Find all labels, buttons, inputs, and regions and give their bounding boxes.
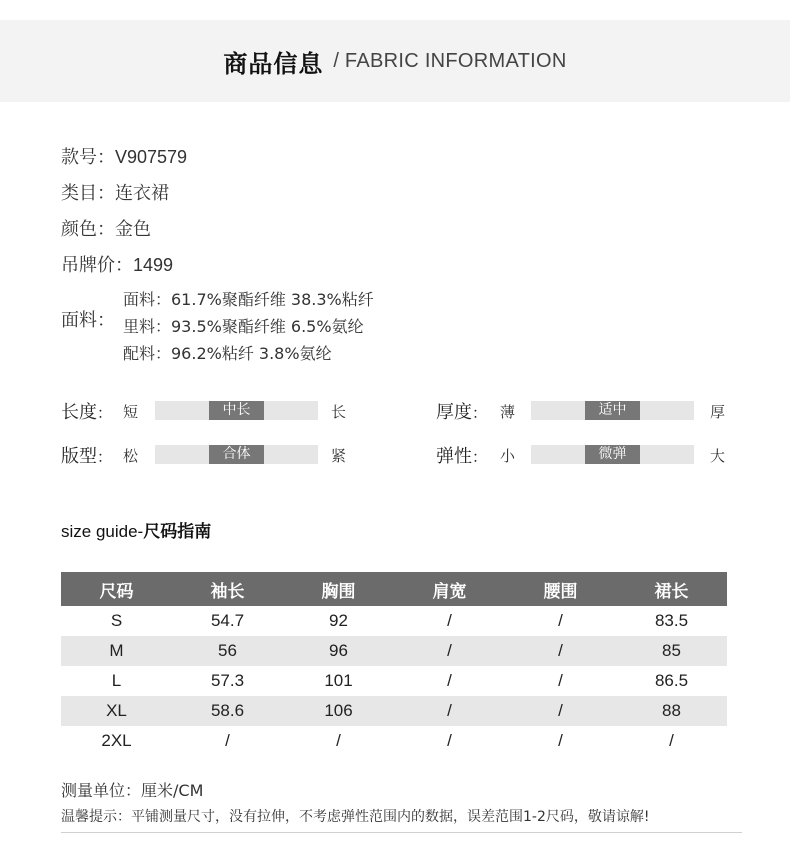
table-cell: / — [558, 671, 563, 690]
fabric-label: 面料： — [61, 310, 115, 331]
fabric-line-lining: 里料：93.5%聚酯纤维 6.5%氨纶 — [123, 317, 364, 336]
table-cell: / — [394, 696, 505, 726]
elasticity-bar — [531, 445, 694, 464]
table-cell: / — [394, 636, 505, 666]
size-tip-note: 温馨提示：平铺测量尺寸，没有拉伸，不考虑弹性范围内的数据，误差范围1-2尺码，敬请谅解! — [61, 809, 650, 825]
elasticity-min: 小 — [500, 447, 516, 465]
table-cell: 88 — [616, 696, 727, 726]
size-table — [61, 572, 727, 756]
length-label: 长度： — [61, 402, 113, 423]
table-cell: / — [336, 731, 341, 750]
table-row — [61, 636, 727, 666]
fabric-line-shell: 面料：61.7%聚酯纤维 38.3%粘纤 — [123, 290, 374, 309]
table-cell: / — [225, 731, 230, 750]
length-level: 中长 — [209, 401, 264, 420]
measurement-unit-note: 测量单位：厘米/CM — [61, 781, 204, 800]
size-guide-title-cn: 尺码指南 — [143, 522, 212, 542]
fit-bar — [155, 445, 318, 464]
header-title-en: FABRIC INFORMATION — [344, 49, 567, 72]
table-cell: 57.3 — [210, 671, 245, 690]
elasticity-level: 微弹 — [585, 445, 640, 464]
color-label: 颜色： — [61, 219, 115, 240]
category-label: 类目： — [61, 183, 115, 204]
header-shoulder: 肩宽 — [394, 572, 505, 606]
header-waist: 腰围 — [505, 572, 616, 606]
table-cell: 101 — [324, 671, 353, 690]
table-cell: M — [61, 636, 172, 666]
section-header-inner — [0, 20, 790, 102]
thickness-level: 适中 — [585, 401, 640, 420]
category-value: 连衣裙 — [115, 183, 169, 204]
style-number-value: V907579 — [115, 147, 188, 167]
header-dress-length: 裙长 — [616, 572, 727, 606]
elasticity-max: 大 — [710, 447, 726, 465]
table-cell: 96 — [283, 636, 394, 666]
table-cell: / — [669, 731, 674, 750]
table-cell: XL — [61, 696, 172, 726]
table-cell: / — [447, 671, 452, 690]
table-row — [61, 666, 727, 696]
color-value: 金色 — [115, 219, 151, 240]
thickness-bar — [531, 401, 694, 420]
length-max: 长 — [331, 403, 347, 421]
thickness-label: 厚度： — [436, 402, 488, 423]
price-value: 1499 — [133, 255, 174, 275]
table-cell: 92 — [329, 611, 348, 630]
table-cell: / — [447, 731, 452, 750]
elasticity-label: 弹性： — [436, 446, 488, 467]
table-cell: 86.5 — [654, 671, 689, 690]
header-separator: / — [333, 49, 339, 72]
header-title-cn: 商品信息 — [223, 49, 324, 78]
fit-level: 合体 — [209, 445, 264, 464]
price-row — [61, 251, 173, 277]
table-cell: L — [111, 671, 122, 690]
table-row — [61, 696, 727, 726]
table-cell: / — [447, 611, 452, 630]
table-cell: 2XL — [101, 731, 132, 750]
thickness-max: 厚 — [710, 403, 726, 421]
header-size: 尺码 — [61, 572, 172, 606]
category-row — [61, 179, 169, 205]
table-cell: / — [505, 696, 616, 726]
fabric-line-trim: 配料：96.2%粘纤 3.8%氨纶 — [123, 344, 332, 363]
table-cell: S — [110, 611, 123, 630]
table-row — [61, 726, 727, 756]
length-min: 短 — [123, 403, 139, 421]
table-cell: 54.7 — [210, 611, 245, 630]
thickness-min: 薄 — [500, 403, 516, 421]
fit-max: 紧 — [331, 447, 347, 465]
table-cell: 58.6 — [172, 696, 283, 726]
header-sleeve: 袖长 — [172, 572, 283, 606]
table-cell: 83.5 — [654, 611, 689, 630]
fit-label: 版型： — [61, 446, 113, 467]
fit-min: 松 — [123, 447, 139, 465]
table-cell: / — [505, 636, 616, 666]
size-guide-title — [61, 517, 211, 542]
table-cell: / — [558, 731, 563, 750]
section-header — [0, 20, 790, 102]
table-cell: 56 — [172, 636, 283, 666]
table-cell: 85 — [616, 636, 727, 666]
color-row — [61, 215, 151, 241]
size-guide-title-en: size guide- — [61, 522, 144, 541]
bottom-divider — [61, 832, 742, 833]
size-table-header — [61, 572, 727, 606]
price-label: 吊牌价： — [61, 255, 133, 276]
header-bust: 胸围 — [283, 572, 394, 606]
table-row — [61, 606, 727, 636]
style-number-row — [61, 143, 187, 169]
length-bar — [155, 401, 318, 420]
table-cell: / — [558, 611, 563, 630]
style-number-label: 款号： — [61, 147, 115, 168]
table-cell: 106 — [283, 696, 394, 726]
